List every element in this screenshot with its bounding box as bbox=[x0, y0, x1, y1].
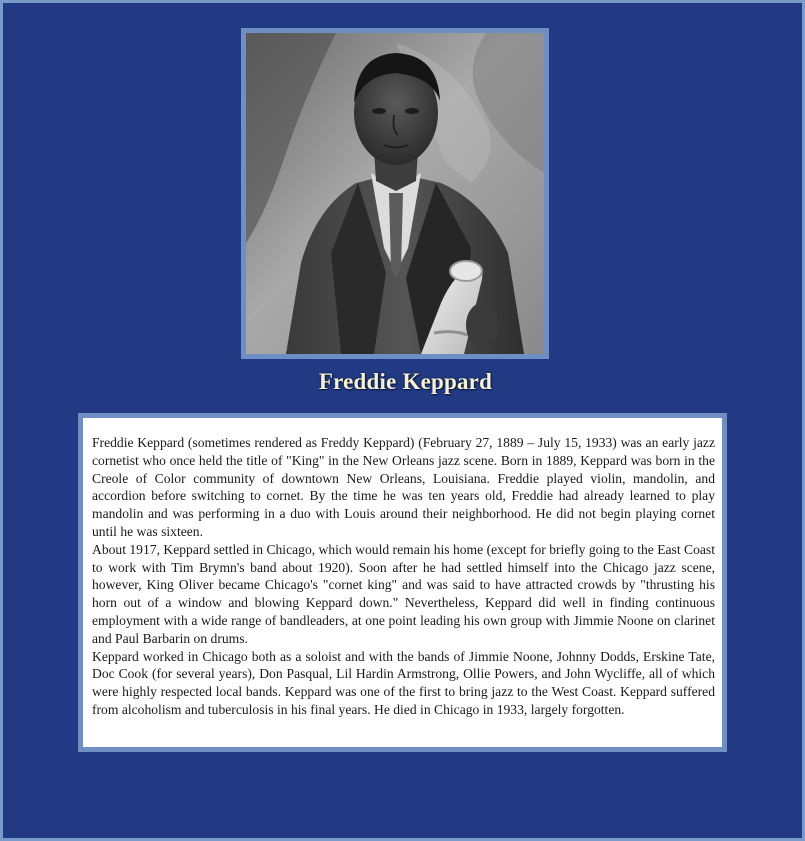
person-name-heading: Freddie Keppard bbox=[318, 369, 493, 394]
portrait-frame bbox=[241, 28, 549, 359]
portrait-photo bbox=[246, 33, 544, 354]
biography-text bbox=[83, 418, 722, 747]
bio-paragraph-chicago: About 1917, Keppard settled in Chicago, which would remain his home (except for briefly going to the East Coast to work with Tim Brymn's band about 1920). Soon after he had settled himself into the Chicago jazz scene, however, King Oliver became Chicago's "cornet king" and was said to have attracted crowds by "thrusting his horn out of a window and blowing Keppard down." Nevertheless, Keppard did well in finding continuous employment with a wide range of bandleaders, at one point leading his own group with Jimmie Noone on clarinet and Paul Barbarin on drums. bbox=[92, 541, 715, 646]
biography-frame bbox=[78, 413, 727, 752]
bio-paragraph-early-life: Freddie Keppard (sometimes rendered as Freddy Keppard) (February 27, 1889 – July 15, 1933) was an early jazz cornetist who once held the title of "King" in the New Orleans jazz scene. Born in 1889, Keppard was born in the Creole of Color community of downtown New Orleans, Louisiana. Freddie played violin, mandolin, and accordion before switching to cornet. By the time he was ten years old, Freddie had already learned to play mandolin and was performing in a duo with Louis around their neighborhood. He did not begin playing cornet until he was sixteen. bbox=[92, 435, 715, 539]
bio-paragraph-later-career: Keppard worked in Chicago both as a soloist and with the bands of Jimmie Noone, Johnny Dodds, Erskine Tate, Doc Cook (for several years), Don Pasqual, Lil Hardin Armstrong, Ollie Powers, and John Wycliffe, all of which were highly respected local bands. Keppard was one of the first to bring jazz to the West Coast. Keppard suffered from alcoholism and tuberculosis in his final years. He died in Chicago in 1933, largely forgotten. bbox=[92, 648, 715, 717]
